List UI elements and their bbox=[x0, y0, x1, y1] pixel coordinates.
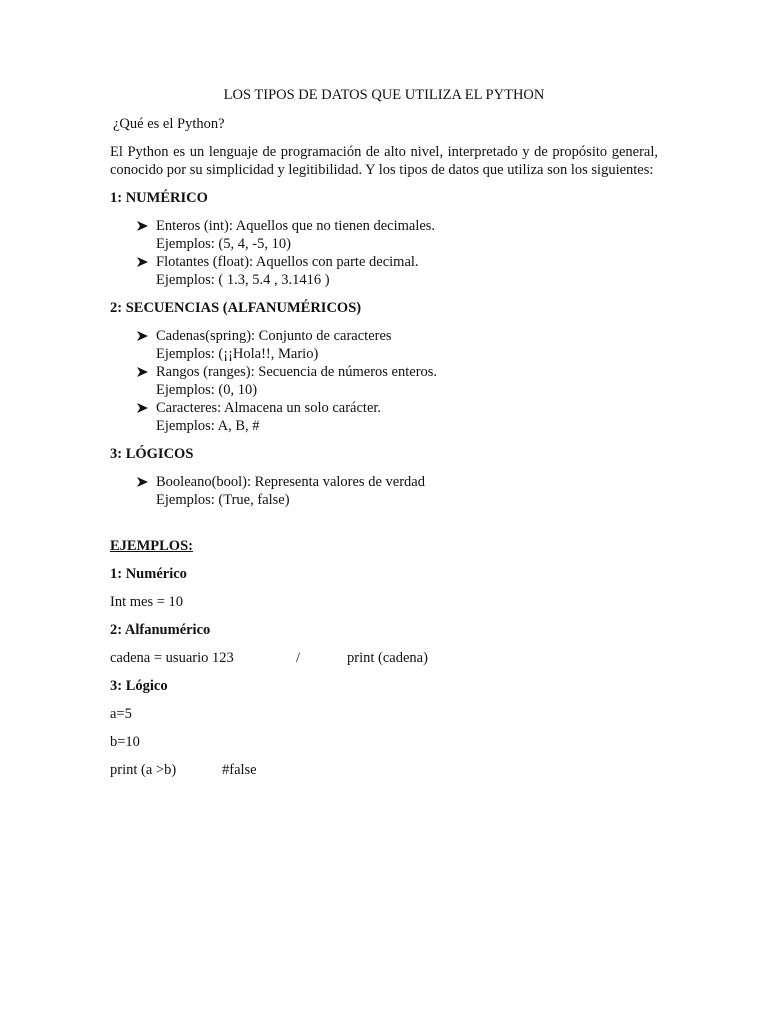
bullet-example: Ejemplos: ( 1.3, 5.4 , 3.1416 ) bbox=[156, 272, 330, 288]
example-logic-print: print (a >b) bbox=[110, 762, 177, 778]
arrow-bullet-icon bbox=[136, 217, 150, 235]
section-heading-numerico: 1: NUMÉRICO bbox=[110, 190, 208, 206]
example-alpha-code-a: cadena = usuario 123 bbox=[110, 650, 234, 666]
bullet-text: Cadenas(spring): Conjunto de caracteres bbox=[156, 328, 392, 344]
bullet-text: Enteros (int): Aquellos que no tienen decimales. bbox=[156, 218, 436, 234]
example-logic-print-line bbox=[110, 761, 658, 779]
bullet-text: Rangos (ranges): Secuencia de números enteros. bbox=[156, 364, 438, 380]
list-item bbox=[110, 327, 658, 363]
examples-heading: EJEMPLOS: bbox=[110, 538, 193, 554]
spacer bbox=[110, 519, 658, 537]
arrow-bullet-icon bbox=[136, 363, 150, 381]
bullet-text: Caracteres: Almacena un solo carácter. bbox=[156, 400, 382, 416]
bullet-example: Ejemplos: (0, 10) bbox=[156, 382, 258, 398]
example-numeric-heading: 1: Numérico bbox=[110, 566, 187, 582]
bullet-example: Ejemplos: (¡¡Hola!!, Mario) bbox=[156, 346, 319, 362]
bullet-text: Booleano(bool): Representa valores de verdad bbox=[156, 474, 425, 490]
example-logic-comment: #false bbox=[222, 762, 257, 778]
example-numeric-code: Int mes = 10 bbox=[110, 594, 184, 610]
bullet-list-numerico bbox=[110, 217, 658, 289]
list-item bbox=[110, 217, 658, 253]
example-alpha-line bbox=[110, 649, 658, 667]
list-item bbox=[110, 473, 658, 509]
list-item bbox=[110, 399, 658, 435]
bullet-text: Flotantes (float): Aquellos con parte decimal. bbox=[156, 254, 419, 270]
question-text: ¿Qué es el Python? bbox=[113, 116, 225, 132]
intro-paragraph: El Python es un lenguaje de programación de alto nivel, interpretado y de propósito general, conocido por su simplicidad y legitibilidad. Y los tipos de datos que utiliza son los siguientes: bbox=[110, 144, 658, 178]
list-item bbox=[110, 253, 658, 289]
example-alpha-heading: 2: Alfanumérico bbox=[110, 622, 211, 638]
arrow-bullet-icon bbox=[136, 473, 150, 491]
section-heading-logicos: 3: LÓGICOS bbox=[110, 446, 194, 462]
bullet-list-logicos bbox=[110, 473, 658, 509]
arrow-bullet-icon bbox=[136, 327, 150, 345]
arrow-bullet-icon bbox=[136, 399, 150, 417]
example-logic-heading: 3: Lógico bbox=[110, 678, 168, 694]
bullet-example: Ejemplos: A, B, # bbox=[156, 418, 260, 434]
bullet-example: Ejemplos: (5, 4, -5, 10) bbox=[156, 236, 291, 252]
example-logic-b: b=10 bbox=[110, 734, 140, 750]
document-title: LOS TIPOS DE DATOS QUE UTILIZA EL PYTHON bbox=[223, 87, 545, 103]
list-item bbox=[110, 363, 658, 399]
arrow-bullet-icon bbox=[136, 253, 150, 271]
bullet-list-secuencias bbox=[110, 327, 658, 435]
example-alpha-separator: / bbox=[296, 650, 301, 666]
example-logic-a: a=5 bbox=[110, 706, 132, 722]
section-heading-secuencias: 2: SECUENCIAS (ALFANUMÉRICOS) bbox=[110, 300, 362, 316]
document-page bbox=[110, 86, 658, 789]
bullet-example: Ejemplos: (True, false) bbox=[156, 492, 290, 508]
example-alpha-code-b: print (cadena) bbox=[347, 650, 428, 666]
